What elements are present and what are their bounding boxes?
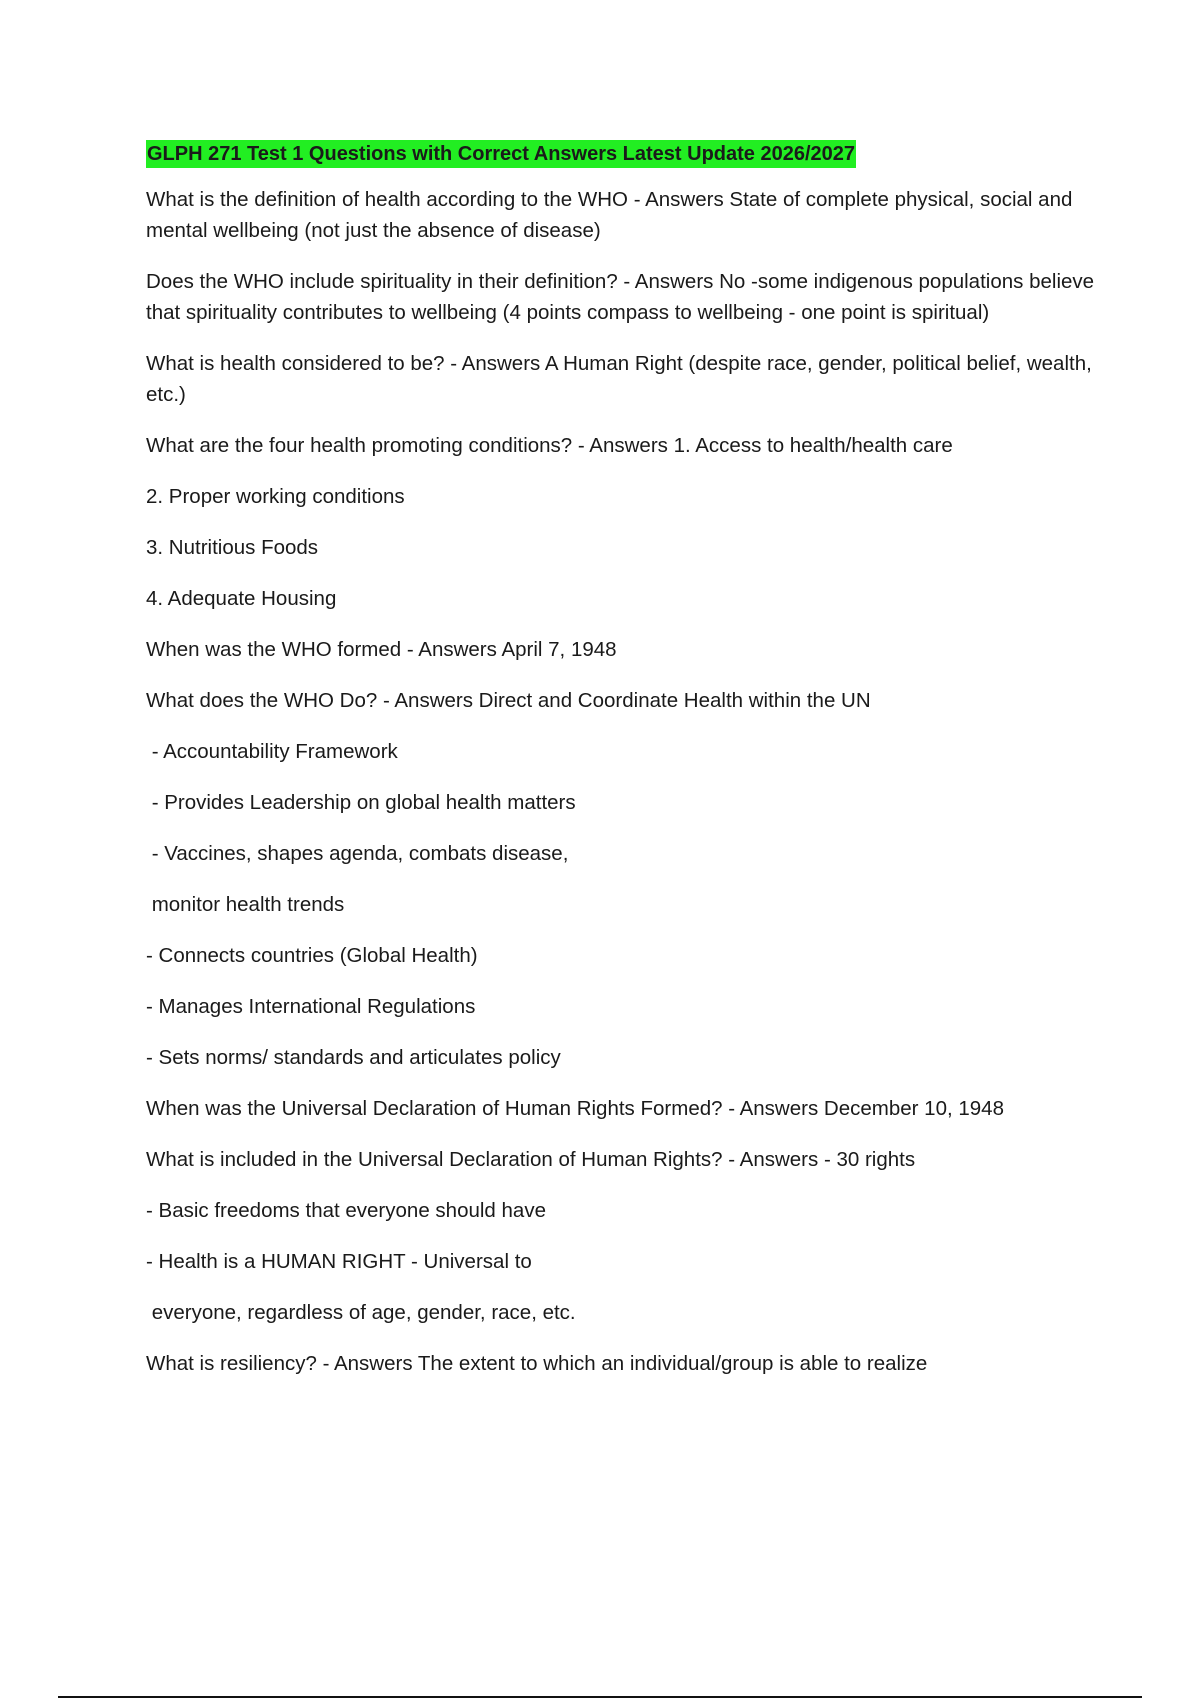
paragraph-list-item: - Manages International Regulations [146, 995, 476, 1018]
paragraph-who-health-definition: What is the definition of health according to the WHO - Answers State of complete physical, social and mental wellbeing (not just the absence of disease) [146, 188, 1079, 242]
footer-rule [58, 1696, 1142, 1698]
paragraph-list-item: - Health is a HUMAN RIGHT - Universal to [146, 1250, 532, 1273]
paragraph-health-promoting-conditions: What are the four health promoting conditions? - Answers 1. Access to health/health care [146, 434, 953, 457]
paragraph-health-human-right: What is health considered to be? - Answers A Human Right (despite race, gender, political belief, wealth, etc.) [146, 352, 1098, 406]
paragraph-list-item: - Accountability Framework [146, 740, 398, 763]
paragraph-resiliency: What is resiliency? - Answers The extent to which an individual/group is able to realize [146, 1352, 928, 1375]
paragraph-list-item: 4. Adequate Housing [146, 587, 337, 610]
paragraph-who-does: What does the WHO Do? - Answers Direct and Coordinate Health within the UN [146, 689, 871, 712]
paragraph-list-item: everyone, regardless of age, gender, race, etc. [146, 1301, 576, 1324]
paragraph-udhr-included: What is included in the Universal Declaration of Human Rights? - Answers - 30 rights [146, 1148, 916, 1171]
paragraph-list-item: - Connects countries (Global Health) [146, 944, 478, 967]
paragraph-list-item: 3. Nutritious Foods [146, 536, 319, 559]
paragraph-list-item: - Vaccines, shapes agenda, combats disease, [146, 842, 569, 865]
paragraph-list-item: 2. Proper working conditions [146, 485, 405, 508]
paragraph-spirituality: Does the WHO include spirituality in their definition? - Answers No -some indigenous populations believe that spirituality contributes to wellbeing (4 points compass to wellbeing - one point is spiritual) [146, 270, 1100, 324]
paragraph-who-formed: When was the WHO formed - Answers April 7, 1948 [146, 638, 617, 661]
paragraph-list-item: - Provides Leadership on global health matters [146, 791, 576, 814]
document-title: GLPH 271 Test 1 Questions with Correct Answers Latest Update 2026/2027 [146, 140, 856, 168]
paragraph-list-item: - Sets norms/ standards and articulates policy [146, 1046, 561, 1069]
paragraph-list-item: monitor health trends [146, 893, 345, 916]
paragraph-udhr-formed: When was the Universal Declaration of Human Rights Formed? - Answers December 10, 1948 [146, 1097, 1004, 1120]
document-page [146, 140, 1106, 1399]
paragraph-list-item: - Basic freedoms that everyone should have [146, 1199, 546, 1222]
